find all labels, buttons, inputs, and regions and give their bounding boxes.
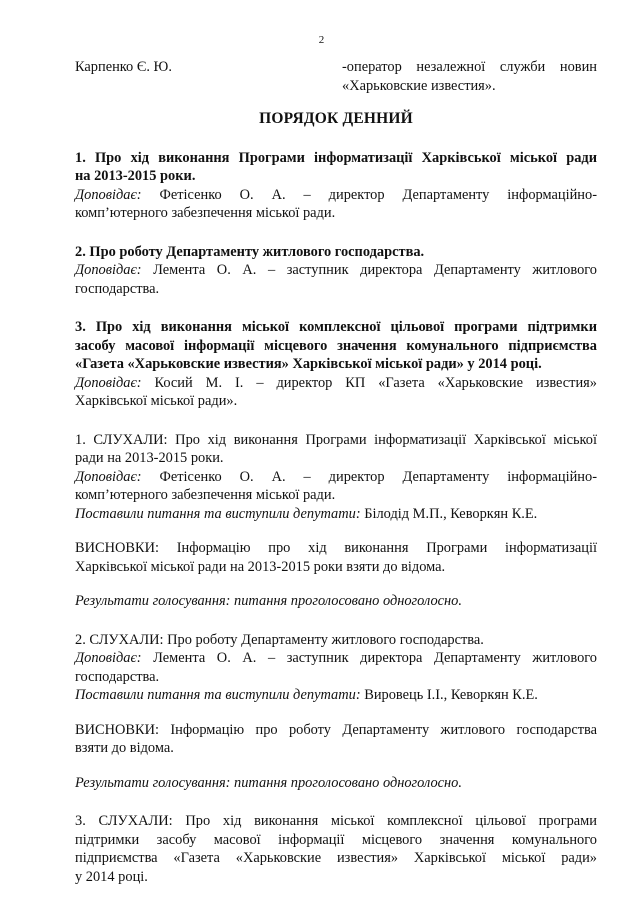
reporter-text: Косий М. І. – директор КП «Газета «Харьковские известия» bbox=[154, 374, 597, 391]
heard-reporter-line: господарства. bbox=[75, 668, 160, 685]
heard-line: ради на 2013-2015 роки. bbox=[75, 450, 224, 466]
reporter-text: Лемента О. А. – заступник директора Департаменту житлового bbox=[153, 262, 597, 278]
reporter-label: Доповідає: bbox=[75, 468, 142, 485]
conclusion-line: Харківської міської ради на 2013-2015 роки взяти до відома. bbox=[75, 558, 446, 575]
heard-line: 2. СЛУХАЛИ: Про роботу Департаменту житлового господарства. bbox=[75, 631, 484, 648]
document-body bbox=[75, 58, 597, 886]
questions-label: Поставили питання та виступили депутати: bbox=[75, 505, 361, 522]
agenda-item bbox=[75, 149, 597, 223]
vote-result: Результати голосування: питання проголосовано одноголосно. bbox=[75, 593, 462, 609]
reporter-label: Доповідає: bbox=[75, 262, 142, 278]
heard-reporter-line bbox=[75, 649, 597, 668]
attendee-name: Карпенко Є. Ю. bbox=[75, 59, 172, 75]
attendee-entry bbox=[75, 58, 597, 95]
attendee-role-line: -оператор незалежної служби новин bbox=[342, 59, 597, 75]
reporter-label: Доповідає: bbox=[75, 374, 142, 391]
heard-line: підтримки засобу масової інформації місцевого значення комунального bbox=[75, 831, 597, 848]
attendee-role-line: «Харьковские известия». bbox=[342, 77, 496, 94]
agenda-item bbox=[75, 318, 597, 411]
reporter-text: Фетісенко О. А. – директор Департаменту інформаційно- bbox=[159, 468, 597, 485]
heard-line: у 2014 році. bbox=[75, 868, 148, 885]
agenda-heading: ПОРЯДОК ДЕННИЙ bbox=[259, 110, 413, 127]
questions-line bbox=[75, 505, 597, 524]
heard-line: 1. СЛУХАЛИ: Про хід виконання Програми інформатизації Харківської міської bbox=[75, 431, 597, 448]
vote-result: Результати голосування: питання проголосовано одноголосно. bbox=[75, 774, 462, 791]
agenda-reporter-line bbox=[75, 261, 597, 280]
agenda-reporter-line bbox=[75, 374, 597, 393]
heard-section bbox=[75, 631, 597, 793]
agenda-item-title-line: «Газета «Харьковские известия» Харківської міської ради» у 2014 році. bbox=[75, 356, 542, 372]
heard-line: 3. СЛУХАЛИ: Про хід виконання міської комплексної цільової програми bbox=[75, 813, 597, 829]
conclusion-line: ВИСНОВКИ: Інформацію про роботу Департаменту житлового господарства bbox=[75, 721, 597, 738]
reporter-text: Лемента О. А. – заступник директора Департаменту житлового bbox=[153, 650, 597, 666]
agenda-reporter-line: господарства. bbox=[75, 280, 160, 297]
conclusion-line: взяти до відома. bbox=[75, 740, 174, 756]
heard-section bbox=[75, 431, 597, 611]
agenda-reporter-line bbox=[75, 186, 597, 205]
agenda-reporter-line: комп’ютерного забезпечення міської ради. bbox=[75, 205, 336, 221]
heard-reporter-line bbox=[75, 468, 597, 487]
questions-label: Поставили питання та виступили депутати: bbox=[75, 687, 361, 703]
agenda-item-title-line: засобу масової інформації місцевого значення комунального підприємства bbox=[75, 337, 597, 354]
reporter-label: Доповідає: bbox=[75, 186, 142, 203]
agenda-item-title-line: 3. Про хід виконання міської комплексної цільової програми підтримки bbox=[75, 319, 597, 335]
heard-reporter-line: комп’ютерного забезпечення міської ради. bbox=[75, 487, 336, 503]
questions-line bbox=[75, 686, 597, 705]
agenda-item-title-line: 2. Про роботу Департаменту житлового господарства. bbox=[75, 243, 425, 260]
questions-names: Білодід М.П., Кеворкян К.Е. bbox=[364, 505, 538, 522]
agenda-item-title-line: 1. Про хід виконання Програми інформатизації Харківської міської ради bbox=[75, 149, 597, 166]
heard-section bbox=[75, 812, 597, 886]
reporter-label: Доповідає: bbox=[75, 650, 142, 666]
agenda-item-title-line: на 2013-2015 роки. bbox=[75, 168, 196, 184]
conclusion-line: ВИСНОВКИ: Інформацію про хід виконання Програми інформатизації bbox=[75, 540, 597, 556]
page-number: 2 bbox=[318, 34, 325, 46]
attendee-role bbox=[342, 58, 597, 95]
questions-names: Вировець І.І., Кеворкян К.Е. bbox=[364, 687, 538, 703]
reporter-text: Фетісенко О. А. – директор Департаменту інформаційно- bbox=[159, 186, 597, 203]
agenda-reporter-line: Харківської міської ради». bbox=[75, 393, 238, 409]
agenda-item bbox=[75, 243, 597, 299]
heard-line: підприємства «Газета «Харьковские известия» Харківської міської ради» bbox=[75, 850, 597, 866]
